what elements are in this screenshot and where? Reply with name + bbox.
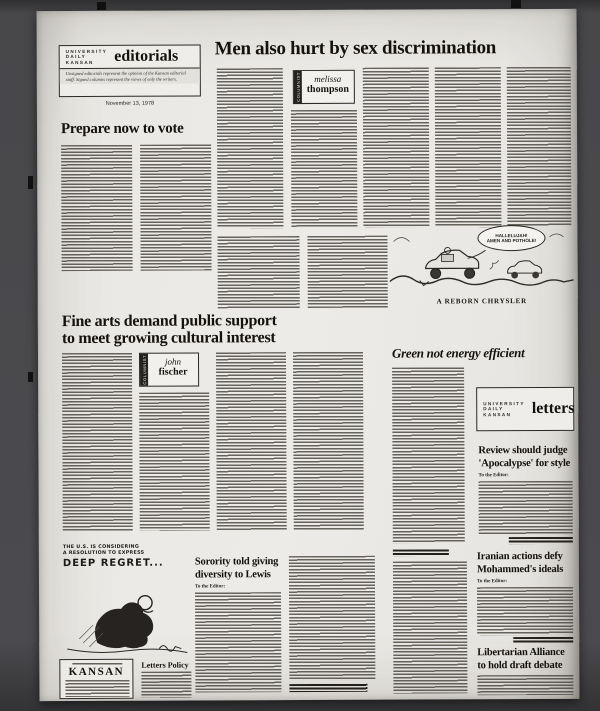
letter-headline-line: to hold draft debate [477, 659, 563, 671]
cartoon-drawing [59, 577, 193, 658]
registration-mark [97, 2, 106, 10]
letter-headline-line: Sorority told giving [194, 556, 279, 568]
letter-headline-sorority [195, 556, 278, 581]
editorials-section-label: editorials [114, 47, 179, 65]
headline-men-also-hurt: Men also hurt by sex discrimination [214, 37, 497, 60]
columnist-last-name: fischer [158, 366, 188, 378]
columnist-strip [294, 71, 302, 103]
columnist-first-name: melissa [314, 73, 342, 84]
article-text-column [435, 67, 502, 227]
staff-masthead-box [59, 659, 133, 699]
article-text-column [140, 144, 212, 270]
letter-text-column [393, 561, 468, 693]
article-text-column [62, 353, 133, 531]
headline-fine-arts-line1: Fine arts demand public support [61, 312, 277, 331]
letter-signature [513, 637, 573, 643]
article-text-column [217, 68, 284, 228]
letter-text-column [195, 592, 281, 692]
speech-bubble-text: AMEN AND POTHOLE! [486, 238, 537, 244]
letter-headline-libertarian [477, 647, 564, 672]
nameplate-line: DAILY [483, 406, 504, 412]
letters-section-label: letters [531, 399, 575, 418]
headline-prepare-to-vote: Prepare now to vote [60, 120, 184, 138]
headline-fine-arts-line2: to meet growing cultural interest [61, 329, 276, 348]
cartoon-caption-line: DEEP REGRET... [62, 557, 164, 570]
letters-policy-text [141, 672, 191, 698]
letter-signature [393, 549, 449, 556]
columnist-box-john-fischer [139, 352, 199, 386]
article-text-column [293, 352, 364, 530]
columnist-names [148, 353, 198, 385]
letter-headline-line: Libertarian Alliance [477, 646, 565, 659]
letter-text-column [477, 587, 573, 635]
article-text-column [291, 110, 358, 228]
article-text-column [507, 67, 572, 227]
editorials-disclaimer: Unsigned editorials represent the opinion of the Kansan editorial staff. Signed columns represent the views of only the writers. [60, 67, 200, 84]
letter-text-column [289, 556, 376, 680]
columnist-strip [140, 354, 148, 386]
columnist-box-melissa-thompson [293, 70, 355, 104]
paper-nameplate [483, 401, 525, 417]
columnist-first-name: john [164, 356, 182, 367]
cartoon-caption: A REBORN CHRYSLER [436, 297, 527, 306]
paper-nameplate [66, 49, 108, 65]
staff-list-text [65, 680, 129, 697]
letter-salutation: To the Editor: [476, 579, 508, 585]
article-text-column [307, 236, 387, 308]
letters-section-header [477, 388, 573, 430]
letter-salutation: To the Editor: [195, 584, 226, 590]
letter-headline-line: Iranian actions defy [476, 550, 563, 563]
letter-headline-review [478, 445, 570, 470]
letter-text-column [479, 481, 573, 535]
edge-mark [28, 372, 33, 382]
cartoon-caption-line: A RESOLUTION TO EXPRESS [62, 550, 145, 557]
letter-text-column [392, 367, 465, 543]
letter-signature [509, 537, 573, 544]
columnist-last-name: thompson [306, 83, 349, 96]
letter-headline-line: diversity to Lewis [194, 568, 271, 580]
staff-box-title: KANSAN [68, 665, 125, 679]
editorials-section-box [59, 44, 201, 97]
editorial-cartoon-chrysler [389, 223, 573, 310]
editorials-section-header [60, 45, 200, 68]
letter-salutation: To the Editor: [478, 473, 509, 479]
letter-headline-line: 'Apocalypse' for style [478, 457, 571, 469]
letter-headline-line: Review should judge [478, 444, 568, 457]
editorial-cartoon-deep-regret [59, 543, 193, 658]
nameplate-line: UNIVERSITY [483, 400, 525, 407]
cartoon-caption [63, 545, 164, 569]
letter-text-column [477, 675, 573, 695]
letters-section-box [476, 387, 574, 431]
edge-mark [28, 176, 33, 189]
speech-bubble-text: HALLELUJAH! [495, 232, 528, 238]
nameplate-line: KANSAN [65, 59, 94, 65]
letters-policy-heading: Letters Policy [141, 660, 189, 670]
newspaper-page [36, 9, 579, 701]
article-text-column [217, 236, 299, 308]
letter-headline-iranian [477, 551, 563, 576]
letter-signature [289, 684, 367, 692]
article-text-column [61, 145, 133, 271]
columnist-names [302, 71, 354, 103]
nameplate-line: KANSAN [483, 411, 512, 417]
article-text-column [216, 352, 287, 530]
registration-mark [511, 0, 521, 8]
cartoon-caption-line: THE U.S. IS CONSIDERING [62, 544, 140, 551]
article-text-column [139, 392, 210, 530]
columnist-label: COLUMNIST [295, 72, 301, 102]
headline-green-letter: Green not energy efficient [391, 345, 525, 361]
edition-date: November 13, 1978 [105, 100, 155, 107]
letter-headline-line: Mohammed's ideals [476, 563, 564, 575]
columnist-label: COLUMNIST [141, 354, 147, 385]
nameplate-line: DAILY [65, 54, 87, 60]
nameplate-line: UNIVERSITY [65, 48, 108, 54]
article-text-column [363, 67, 430, 227]
